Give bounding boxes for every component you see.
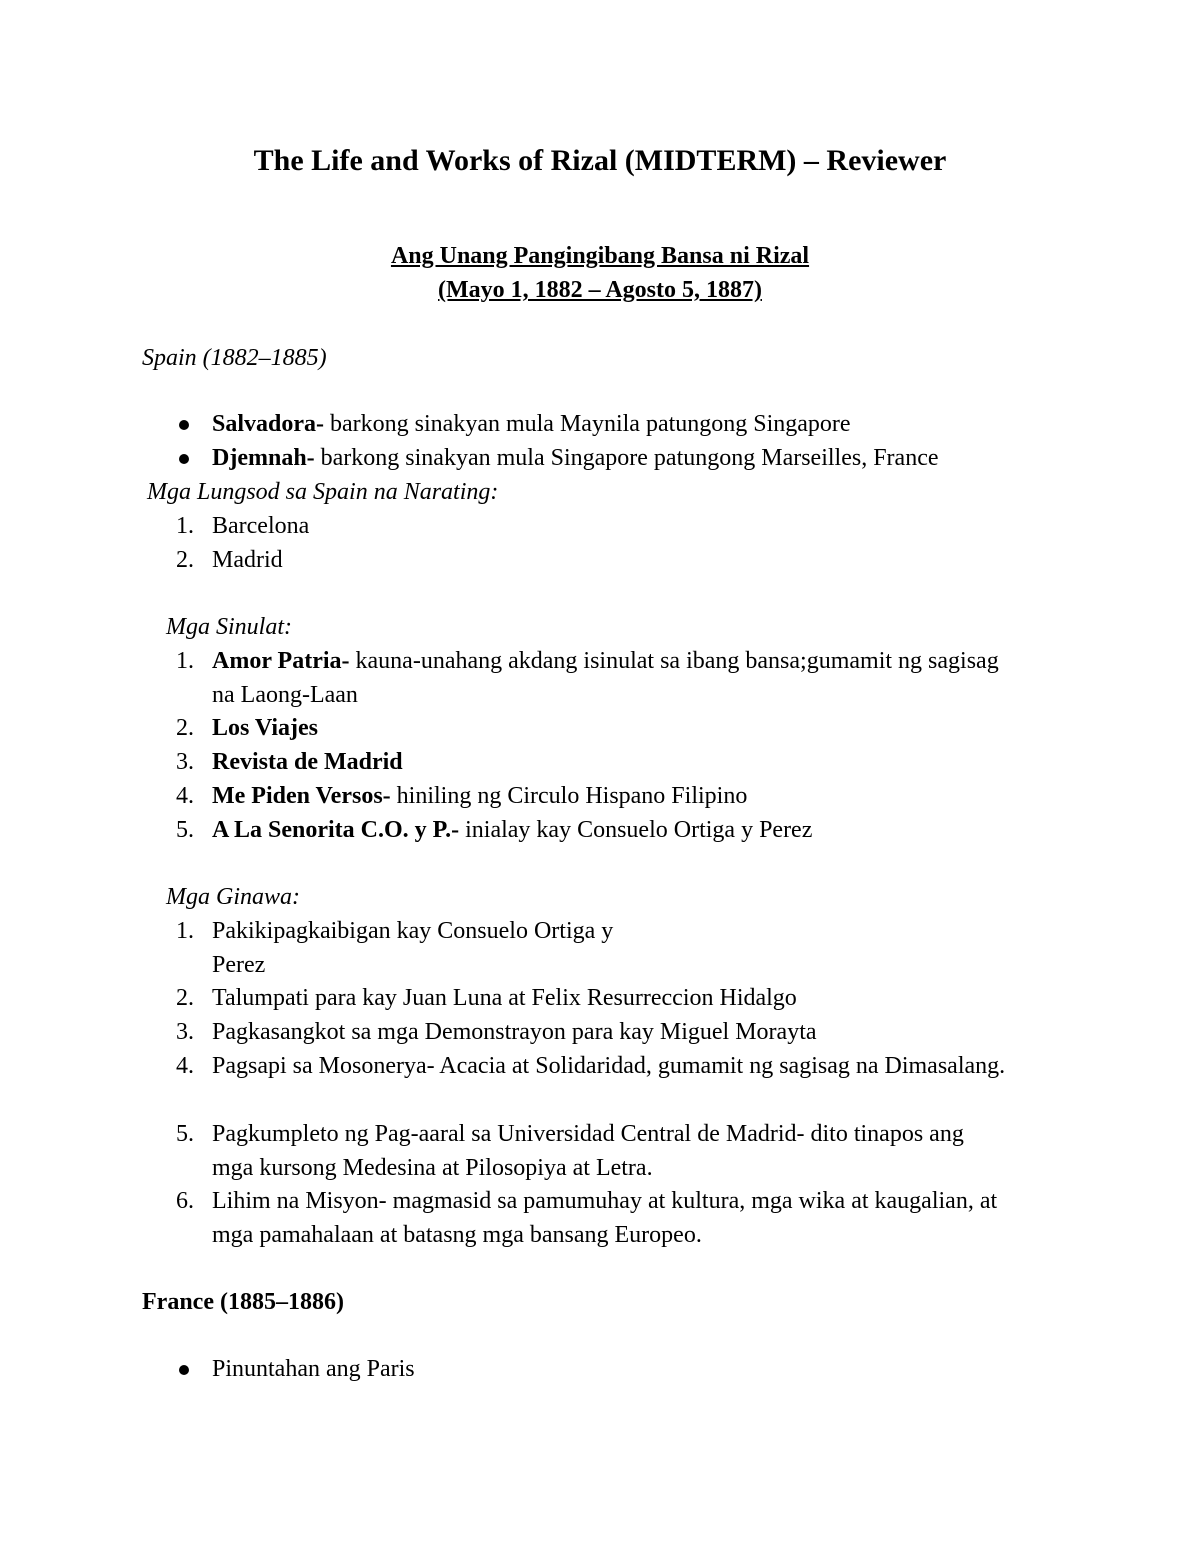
list-item-continuation: mga kursong Medesina at Pilosopiya at Letra.: [212, 1155, 653, 1181]
bullet-item: [212, 443, 939, 473]
bullet-description: barkong sinakyan mula Singapore patungong Marseilles, France: [314, 445, 939, 471]
list-number: 1.: [176, 918, 194, 944]
writing-title: Me Piden Versos-: [212, 783, 391, 809]
list-item: Pagsapi sa Mosonerya- Acacia at Solidaridad, gumamit ng sagisag na Dimasalang.: [212, 1053, 1006, 1079]
bullet-item: Pinuntahan ang Paris: [212, 1356, 415, 1382]
list-item: [212, 747, 403, 777]
spain-heading: Spain (1882–1885): [142, 345, 327, 371]
document-title: The Life and Works of Rizal (MIDTERM) – Reviewer: [253, 144, 947, 177]
list-number: 1.: [176, 513, 194, 539]
bullet-dot: [179, 454, 189, 464]
list-number: 5.: [176, 817, 194, 843]
writing-description: inialay kay Consuelo Ortiga y Perez: [459, 817, 813, 843]
list-item: Lihim na Misyon- magmasid sa pamumuhay at kultura, mga wika at kaugalian, at: [212, 1188, 998, 1214]
list-item: Barcelona: [212, 513, 310, 539]
bullet-description: barkong sinakyan mula Maynila patungong Singapore: [324, 411, 851, 437]
list-number: 2.: [176, 985, 194, 1011]
list-number: 1.: [176, 648, 194, 674]
deeds-heading: Mga Ginawa:: [166, 884, 300, 910]
writing-title: Revista de Madrid: [212, 749, 403, 775]
list-number: 2.: [176, 547, 194, 573]
writing-title: A La Senorita C.O. y P.-: [212, 817, 460, 843]
list-item-continuation: mga pamahalaan at batasng mga bansang Europeo.: [212, 1222, 702, 1248]
list-number: 2.: [176, 715, 194, 741]
bullet-dot: [179, 1365, 189, 1375]
france-heading: France (1885–1886): [142, 1289, 344, 1315]
list-number: 3.: [176, 1019, 194, 1045]
bullet-item: [212, 409, 851, 439]
section-title: Ang Unang Pangingibang Bansa ni Rizal: [390, 243, 810, 269]
list-item: Pagkasangkot sa mga Demonstrayon para kay Miguel Morayta: [212, 1019, 817, 1045]
writing-title: Los Viajes: [212, 715, 319, 741]
writing-description: kauna-unahang akdang isinulat sa ibang bansa;gumamit ng sagisag: [349, 648, 999, 674]
list-item-continuation: na Laong-Laan: [212, 682, 358, 708]
bullet-dot: [179, 420, 189, 430]
writing-title: Amor Patria-: [212, 648, 350, 674]
list-item: [212, 815, 812, 845]
list-number: 4.: [176, 783, 194, 809]
bullet-term: Salvadora-: [212, 411, 325, 437]
list-item-continuation: Perez: [212, 952, 266, 978]
list-number: 5.: [176, 1121, 194, 1147]
list-item: [212, 781, 747, 811]
list-item: Pagkumpleto ng Pag-aaral sa Universidad Central de Madrid- dito tinapos ang: [212, 1121, 964, 1147]
list-item: [212, 713, 318, 743]
writing-description: hiniling ng Circulo Hispano Filipino: [390, 783, 748, 809]
list-number: 4.: [176, 1053, 194, 1079]
cities-heading: Mga Lungsod sa Spain na Narating:: [147, 479, 499, 505]
list-item: Madrid: [212, 547, 283, 573]
list-item: Pakikipagkaibigan kay Consuelo Ortiga y: [212, 918, 614, 944]
list-number: 6.: [176, 1188, 194, 1214]
list-number: 3.: [176, 749, 194, 775]
bullet-term: Djemnah-: [212, 445, 315, 471]
writings-heading: Mga Sinulat:: [166, 614, 292, 640]
list-item: Talumpati para kay Juan Luna at Felix Resurreccion Hidalgo: [212, 985, 797, 1011]
list-item: [212, 646, 999, 676]
section-date-range: (Mayo 1, 1882 – Agosto 5, 1887): [438, 277, 762, 303]
